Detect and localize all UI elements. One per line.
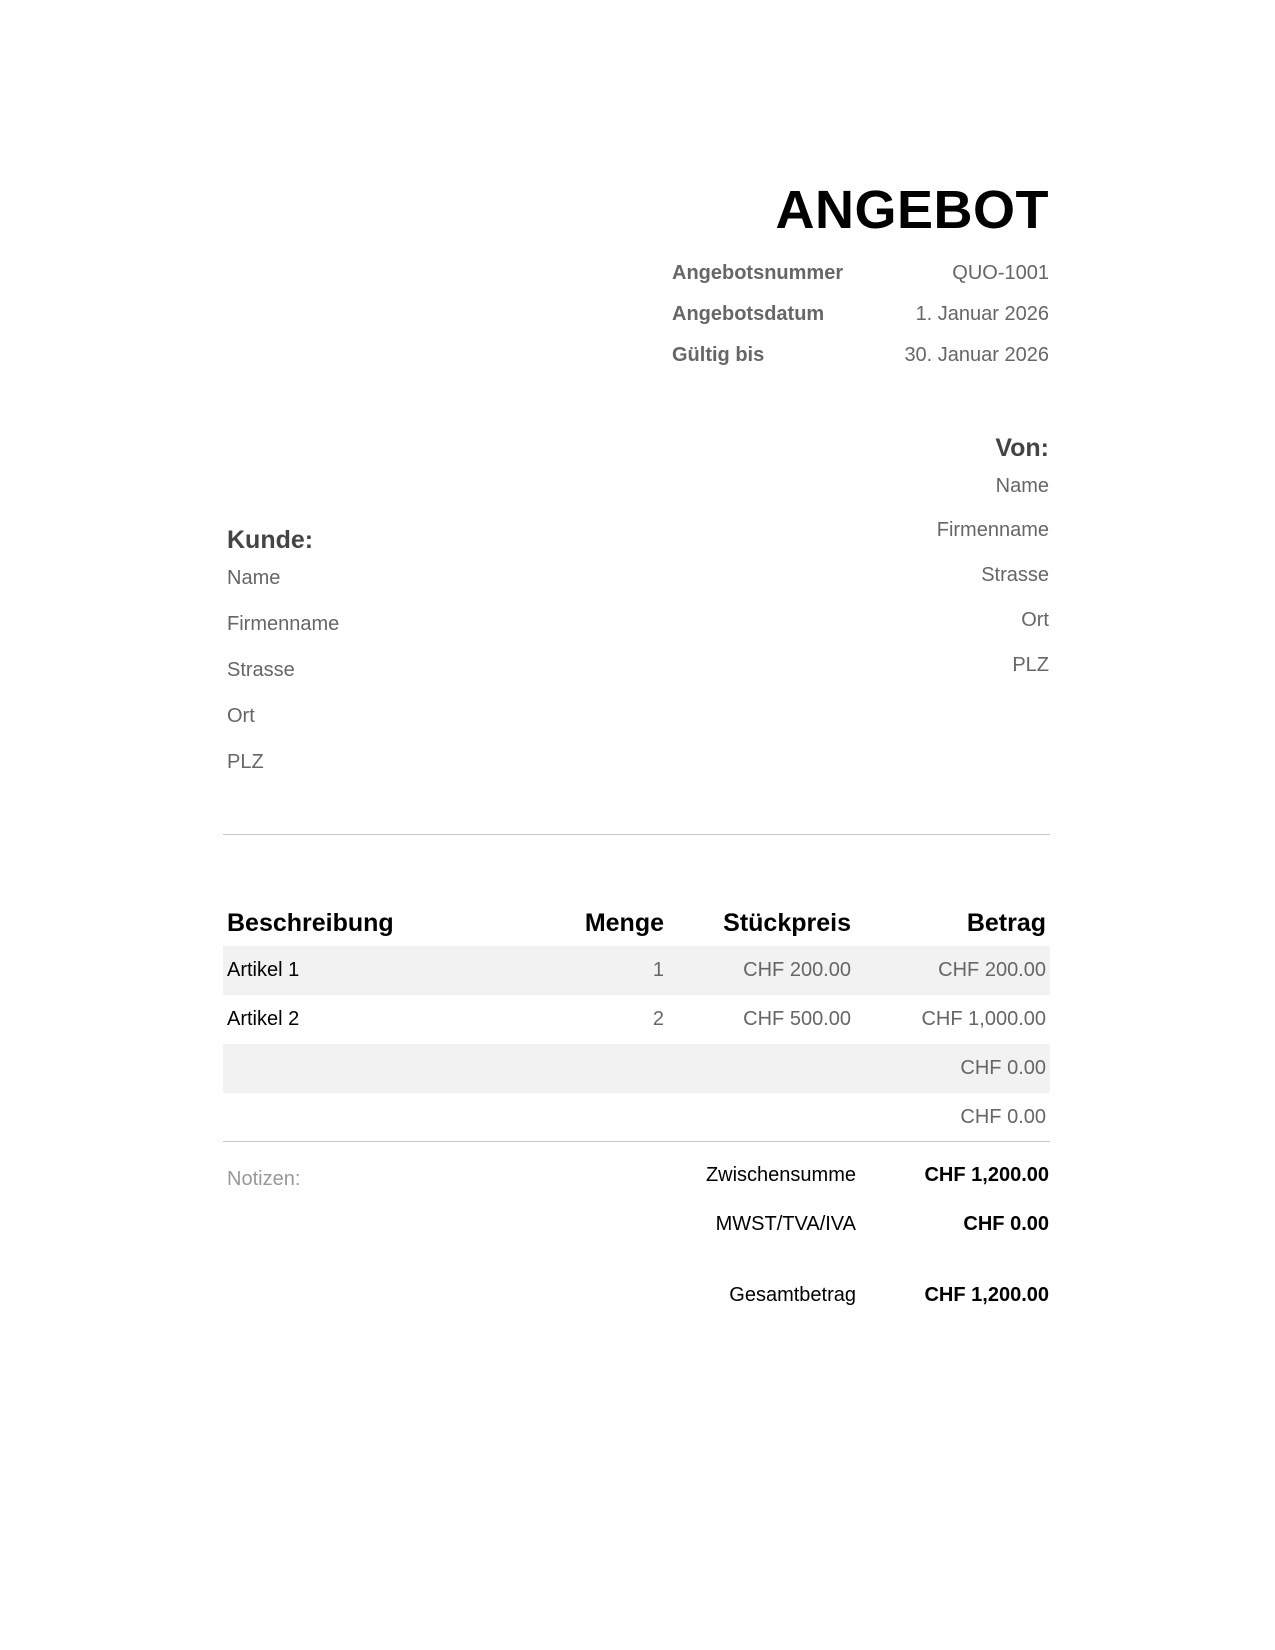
subtotal-label: Zwischensumme [705,1164,856,1186]
quote-meta [672,262,1049,385]
cell-amount: CHF 1,000.00 [921,1008,1046,1030]
meta-value: 1. Januar 2026 [915,303,1049,325]
meta-label: Gültig bis [672,344,765,366]
customer-name: Name [227,567,281,589]
tax-value: CHF 0.00 [963,1213,1049,1235]
table-header-row [223,900,1050,946]
document-title: ANGEBOT [775,180,1049,240]
table-row [223,1093,1050,1142]
quote-document [224,0,1049,1650]
section-divider [223,834,1050,835]
customer-heading: Kunde: [227,526,314,554]
meta-value: 30. Januar 2026 [904,344,1049,366]
meta-label: Angebotsnummer [672,262,844,284]
customer-street: Strasse [227,659,295,681]
cell-description [223,1044,558,1093]
cell-unit-price: CHF 500.00 [743,1008,851,1030]
column-header-unit-price: Stückpreis [723,908,851,937]
totals-block [624,1164,1049,1333]
sender-company: Firmenname [936,519,1049,541]
column-header-amount: Betrag [966,908,1046,937]
cell-amount: CHF 0.00 [855,1044,1050,1093]
table-bottom-divider [223,1141,1050,1142]
customer-company: Firmenname [227,613,340,635]
line-items-table [223,900,1050,1142]
notes-label: Notizen: [227,1168,301,1190]
grand-total-row [624,1284,1049,1333]
subtotal-row [624,1164,1049,1213]
subtotal-value: CHF 1,200.00 [924,1164,1049,1186]
customer-city: Ort [227,705,255,727]
sender-name: Name [995,475,1049,497]
meta-row-quote-date [672,303,1049,344]
meta-label: Angebotsdatum [672,303,825,325]
sender-address-block [937,436,1049,700]
sender-city: Ort [1021,609,1049,631]
sender-zip: PLZ [1012,654,1049,676]
cell-description [223,1093,558,1142]
table-row [223,946,1050,995]
grand-total-label: Gesamtbetrag [729,1284,856,1306]
cell-amount: CHF 200.00 [855,946,1050,995]
tax-row [624,1213,1049,1262]
customer-zip: PLZ [227,751,264,773]
meta-row-quote-number [672,262,1049,303]
tax-label: MWST/TVA/IVA [715,1213,856,1235]
cell-unit-price [668,1093,855,1142]
cell-amount: CHF 0.00 [960,1106,1046,1128]
sender-street: Strasse [981,564,1049,586]
cell-quantity: 2 [652,1008,664,1030]
cell-quantity: 1 [558,946,668,995]
table-row [223,1044,1050,1093]
cell-description: Artikel 2 [227,1008,300,1030]
column-header-description: Beschreibung [227,908,394,937]
customer-address-block [227,528,339,798]
cell-unit-price: CHF 200.00 [668,946,855,995]
cell-quantity [558,1093,668,1142]
cell-quantity [558,1044,668,1093]
table-row [223,995,1050,1044]
grand-total-value: CHF 1,200.00 [924,1284,1049,1306]
column-header-quantity: Menge [584,908,664,937]
meta-value: QUO-1001 [952,262,1049,284]
meta-row-valid-until [672,344,1049,385]
cell-unit-price [668,1044,855,1093]
cell-description: Artikel 1 [223,946,558,995]
sender-heading: Von: [995,434,1049,462]
